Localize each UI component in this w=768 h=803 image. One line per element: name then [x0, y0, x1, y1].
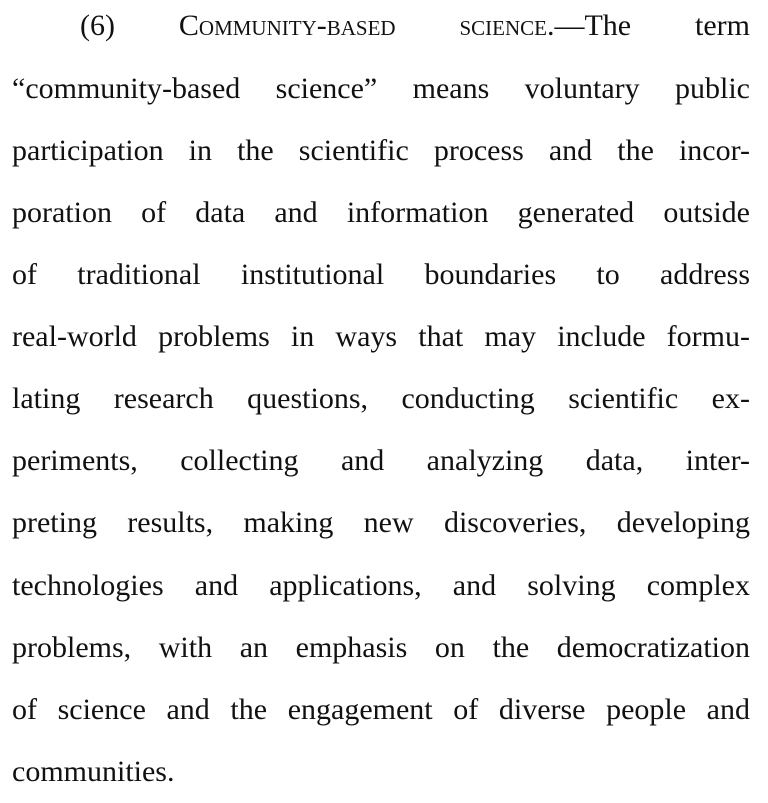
definition-line-12: of science and the engagement of diverse people and [12, 693, 750, 726]
paragraph-number: (6) [80, 9, 115, 42]
definition-line-11: problems, with an emphasis on the democratization [12, 631, 750, 664]
term-heading: Community-based science. [178, 9, 555, 42]
definition-line-9: preting results, making new discoveries, developing [12, 506, 750, 539]
definition-line-7: lating research questions, conducting scientific ex- [12, 382, 750, 415]
definition-line-10: technologies and applications, and solving complex [12, 569, 750, 602]
definition-line-13: communities. [12, 755, 175, 788]
definition-line-4: poration of data and information generated outside [12, 196, 750, 229]
definition-line-3: participation in the scientific process and the incor- [12, 134, 750, 167]
definition-intro: —The term [554, 9, 750, 42]
definition-line-6: real-world problems in ways that may include formu- [12, 320, 750, 353]
definition-line-5: of traditional institutional boundaries to address [12, 258, 750, 291]
definition-line-8: periments, collecting and analyzing data, inter- [12, 444, 750, 477]
definition-line-2: “community-based science” means voluntary public [12, 72, 750, 105]
definition-line-1 [80, 6, 750, 46]
